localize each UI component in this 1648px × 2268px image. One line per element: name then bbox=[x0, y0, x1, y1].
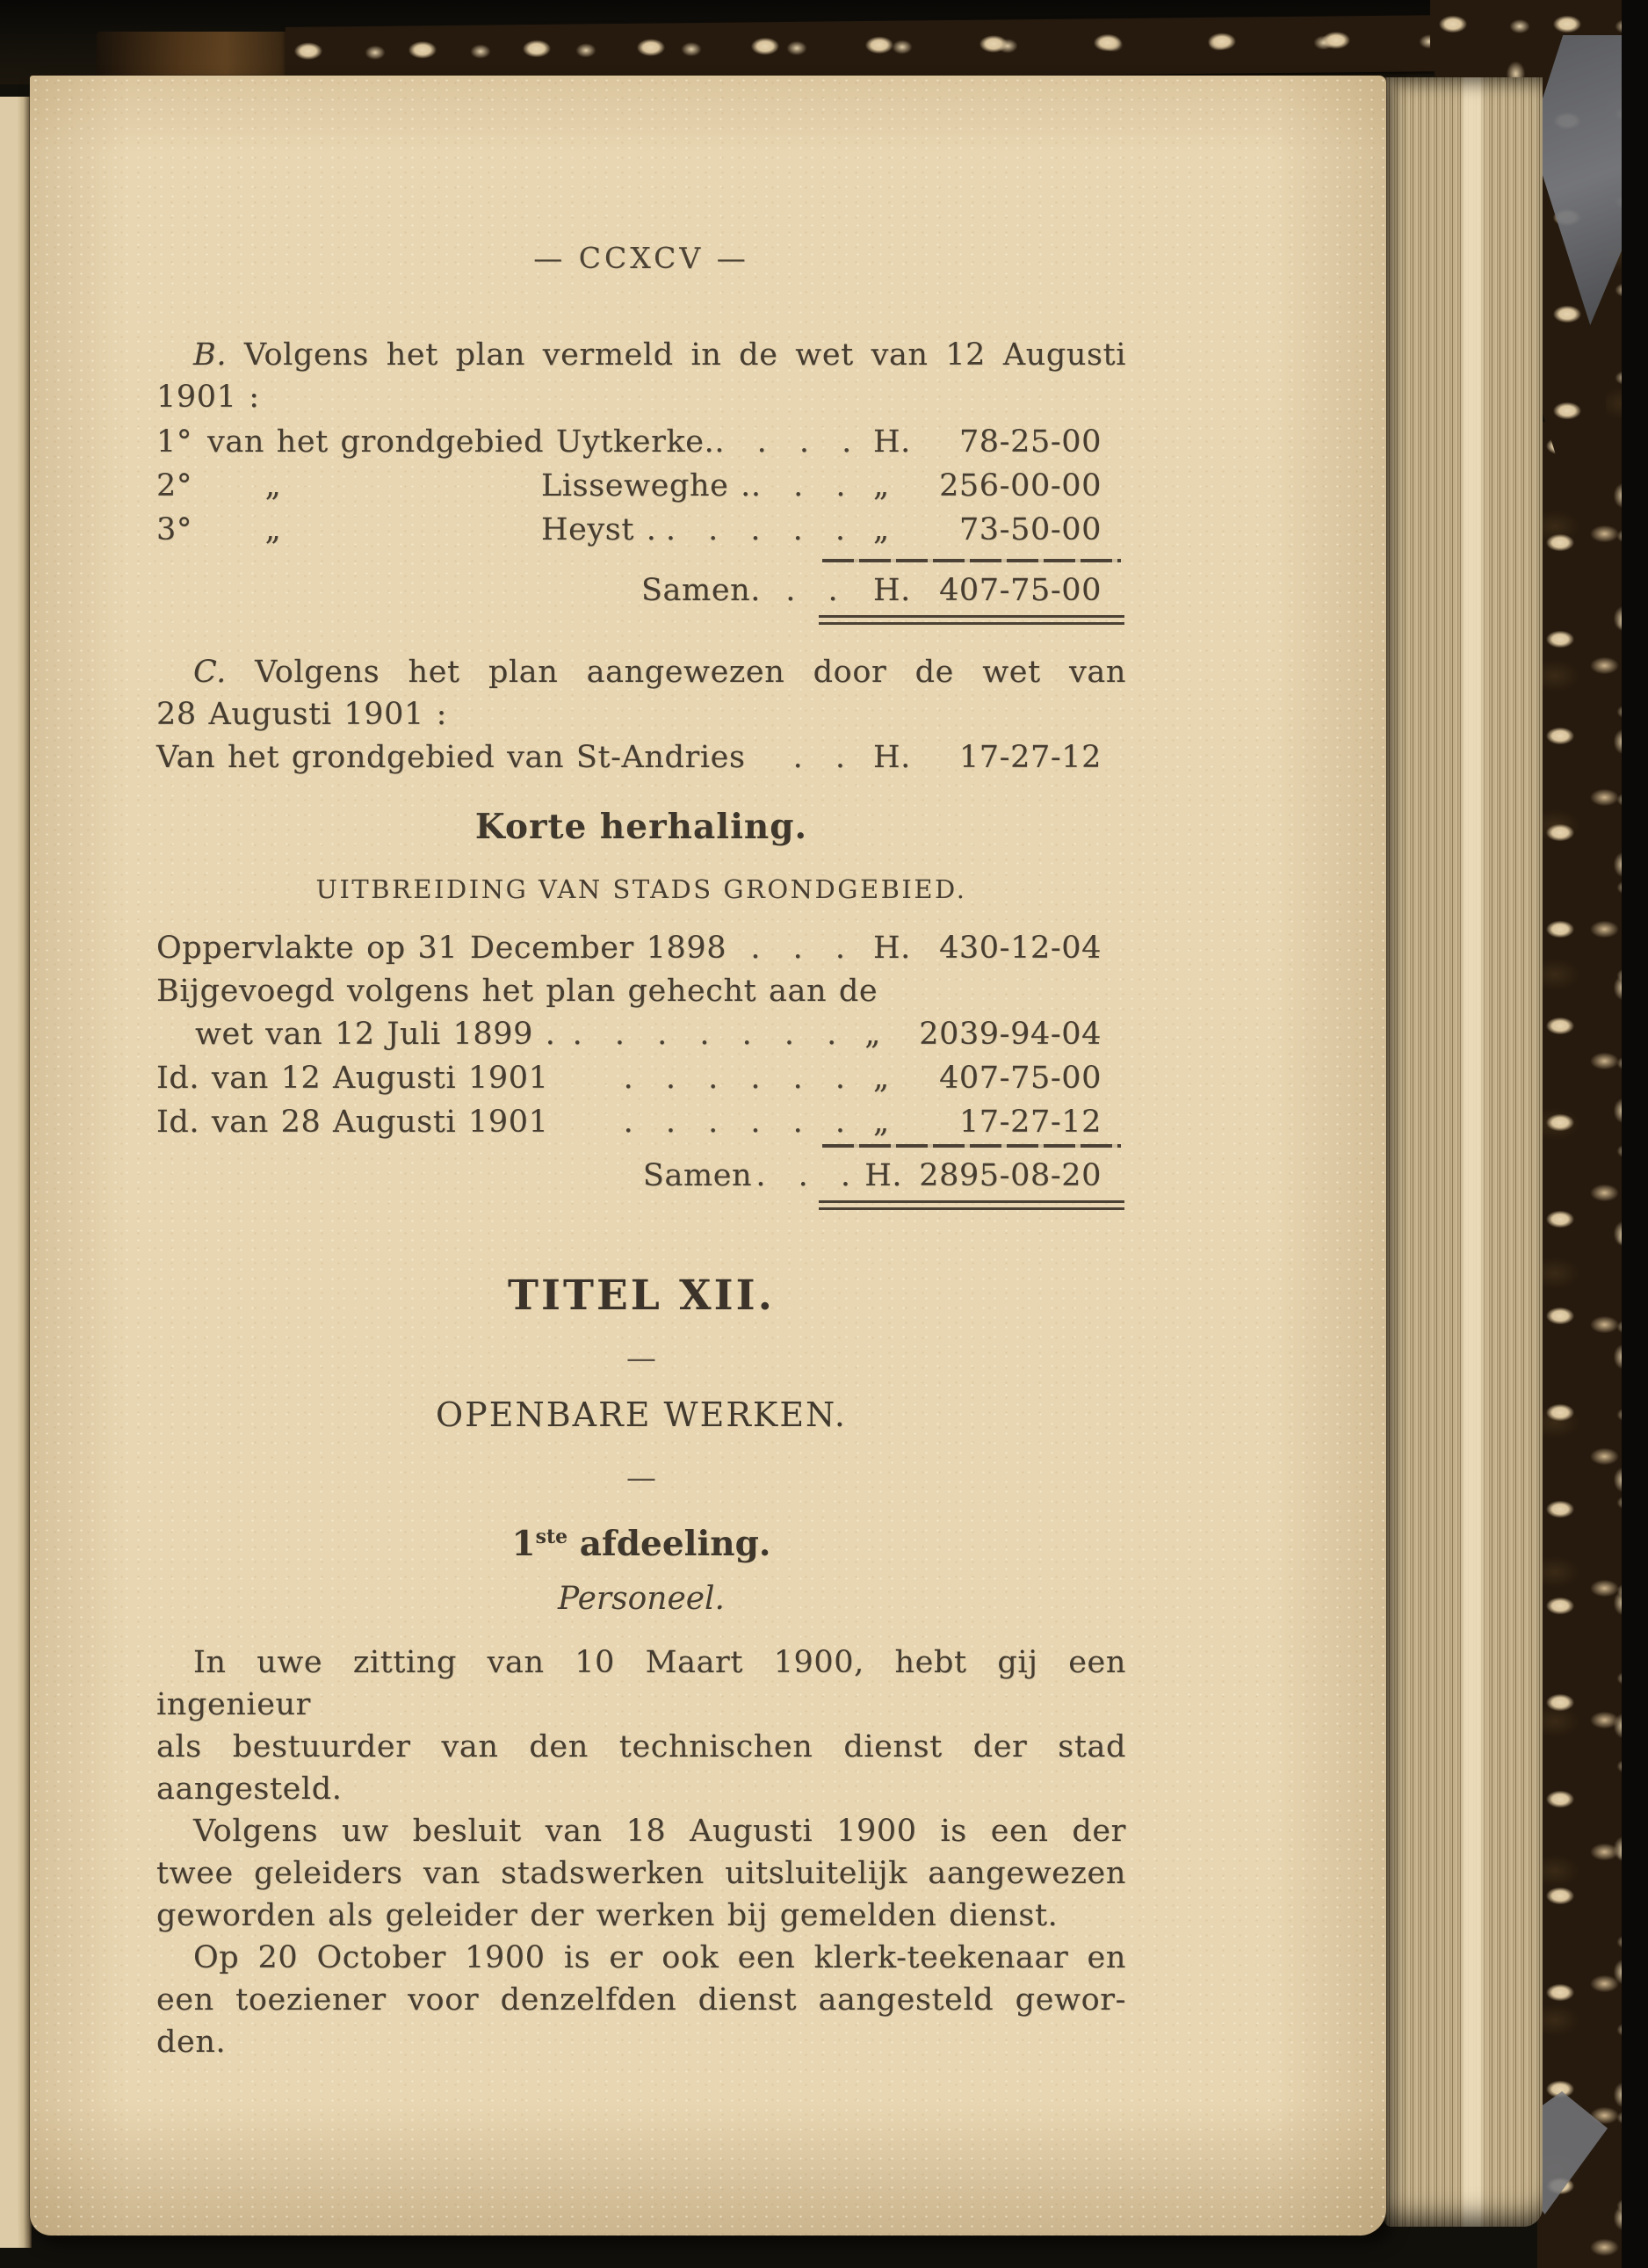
row-label: wet van 12 Juli 1899 . bbox=[195, 1017, 556, 1052]
dot-leader: . . . . bbox=[714, 424, 863, 460]
row-ordinal: 3° bbox=[156, 512, 192, 547]
section-c-marker: C. bbox=[193, 655, 227, 690]
dot-leader: . . bbox=[792, 740, 856, 775]
unit-mark: „ bbox=[873, 468, 890, 504]
row-label: Id. van 28 Augusti 1901 bbox=[156, 1105, 549, 1140]
paragraph-line: den. bbox=[156, 2025, 227, 2060]
table-row bbox=[156, 1012, 1126, 1056]
sum-rule bbox=[822, 1144, 1121, 1148]
afdeeling-number: 1 bbox=[511, 1524, 536, 1564]
unit-mark: „ bbox=[873, 1105, 890, 1140]
dot-leader: . . bbox=[785, 573, 849, 608]
row-amount: 17-27-12 bbox=[958, 1105, 1102, 1140]
unit-mark: H. bbox=[873, 573, 911, 608]
paragraph-line: In uwe zitting van 10 Maart 1900, hebt gij een ingenieur bbox=[156, 1645, 1126, 1722]
table-row bbox=[156, 464, 1126, 508]
divider-dash: — bbox=[626, 1460, 656, 1496]
dot-leader: . . . . . bbox=[665, 512, 856, 547]
row-label: Van het grondgebied van St-Andries bbox=[156, 740, 746, 775]
total-row bbox=[156, 1155, 1126, 1197]
table-row bbox=[156, 735, 1126, 779]
unit-mark: „ bbox=[864, 1017, 881, 1052]
row-label: Id. van 12 Augusti 1901 bbox=[156, 1061, 549, 1096]
unit-mark: H. bbox=[873, 424, 911, 460]
unit-mark: H. bbox=[873, 931, 911, 966]
row-label: van het grondgebied Uytkerke. bbox=[207, 424, 715, 460]
section-c-intro-line1 bbox=[156, 651, 1126, 693]
paragraph-line: aangesteld. bbox=[156, 1772, 343, 1807]
subsection-heading: Personeel. bbox=[557, 1581, 726, 1617]
unit-mark: H. bbox=[864, 1158, 903, 1193]
marbled-cover-right bbox=[1537, 422, 1630, 2268]
row-ordinal: 2° bbox=[156, 468, 192, 504]
row-label: Lisseweghe . bbox=[541, 468, 751, 504]
body-paragraphs bbox=[156, 1641, 1126, 2063]
dot-leader: . . . bbox=[750, 468, 857, 504]
divider-dash: — bbox=[626, 1341, 656, 1376]
table-row bbox=[156, 1100, 1126, 1144]
page-fore-edges bbox=[1384, 77, 1543, 2227]
section-c-intro-line2: 28 Augusti 1901 : bbox=[156, 697, 447, 732]
row-amount: 73-50-00 bbox=[958, 512, 1102, 547]
ditto-mark: „ bbox=[264, 468, 282, 504]
unit-mark: „ bbox=[873, 1061, 890, 1096]
sum-rule bbox=[822, 559, 1121, 562]
total-amount: 2895-08-20 bbox=[919, 1158, 1102, 1193]
paragraph-line: een toeziener voor denzelfden dienst aangesteld gewor- bbox=[156, 1982, 1126, 2018]
recap-title: Korte herhaling. bbox=[474, 807, 808, 847]
dot-leader: . . . . . . . bbox=[572, 1017, 848, 1052]
dot-leader: . . . . . . bbox=[623, 1105, 856, 1140]
recap-continuation-line: Bijgevoegd volgens het plan gehecht aan de bbox=[156, 974, 878, 1009]
row-amount: 407-75-00 bbox=[939, 1061, 1102, 1096]
chapter-title: TITEL XII. bbox=[508, 1272, 775, 1320]
paragraph-line: Op 20 October 1900 is er ook een klerk-teekenaar en bbox=[193, 1940, 1126, 1975]
section-c-intro-text: Volgens het plan aangewezen door de wet van bbox=[255, 655, 1126, 690]
section-b-marker: B. bbox=[193, 337, 228, 373]
afdeeling-word: afdeeling. bbox=[567, 1524, 771, 1564]
row-label: Oppervlakte op 31 December 1898 bbox=[156, 931, 727, 966]
section-heading bbox=[156, 1516, 1126, 1564]
afdeeling-ordinal-suffix: ste bbox=[535, 1525, 568, 1548]
book-page bbox=[30, 76, 1386, 2235]
paragraph-line: twee geleiders van stadswerken uitsluitelijk aangewezen bbox=[156, 1856, 1126, 1891]
spine-leather-edge bbox=[97, 32, 312, 77]
section-b-intro-text: Volgens het plan vermeld in de wet van 12 Augusti bbox=[243, 337, 1127, 373]
table-row bbox=[156, 508, 1126, 552]
dot-leader: . . . bbox=[750, 931, 856, 966]
total-label: Samen bbox=[642, 1158, 753, 1193]
photo-background-edge bbox=[1622, 0, 1648, 2268]
paragraph-line: als bestuurder van den technischen dienst der stad bbox=[156, 1729, 1126, 1764]
row-amount: 430-12-04 bbox=[939, 931, 1102, 966]
table-row bbox=[156, 420, 1126, 464]
total-double-rule bbox=[819, 1200, 1124, 1210]
page-number: — CCXCV — bbox=[533, 241, 749, 275]
total-amount: 407-75-00 bbox=[939, 573, 1102, 608]
dot-leader: . . . . . . bbox=[623, 1061, 856, 1096]
chapter-subtitle: OPENBARE WERKEN. bbox=[436, 1395, 847, 1434]
recap-subtitle: UITBREIDING VAN STADS GRONDGEBIED. bbox=[315, 874, 967, 904]
ditto-mark: „ bbox=[264, 512, 282, 547]
section-b-intro-line1 bbox=[156, 334, 1126, 376]
row-ordinal: 1° bbox=[156, 424, 192, 460]
page-content bbox=[156, 76, 1126, 2063]
total-label: Samen. bbox=[640, 573, 761, 608]
table-row bbox=[156, 926, 1126, 970]
row-label: Heyst . bbox=[541, 512, 657, 547]
dot-leader: . . . bbox=[755, 1158, 862, 1193]
row-amount: 78-25-00 bbox=[958, 424, 1102, 460]
row-amount: 17-27-12 bbox=[958, 740, 1102, 775]
left-page-edge bbox=[0, 97, 32, 2248]
total-row bbox=[156, 569, 1126, 612]
unit-mark: „ bbox=[873, 512, 890, 547]
unit-mark: H. bbox=[873, 740, 911, 775]
paragraph-line: Volgens uw besluit van 18 Augusti 1900 is een der bbox=[193, 1814, 1126, 1849]
total-double-rule bbox=[819, 615, 1124, 625]
paragraph-line: geworden als geleider der werken bij gemelden dienst. bbox=[156, 1898, 1059, 1933]
row-amount: 256-00-00 bbox=[939, 468, 1102, 504]
table-row bbox=[156, 1056, 1126, 1100]
section-b-intro-line2: 1901 : bbox=[156, 380, 260, 415]
row-amount: 2039-94-04 bbox=[919, 1017, 1102, 1052]
